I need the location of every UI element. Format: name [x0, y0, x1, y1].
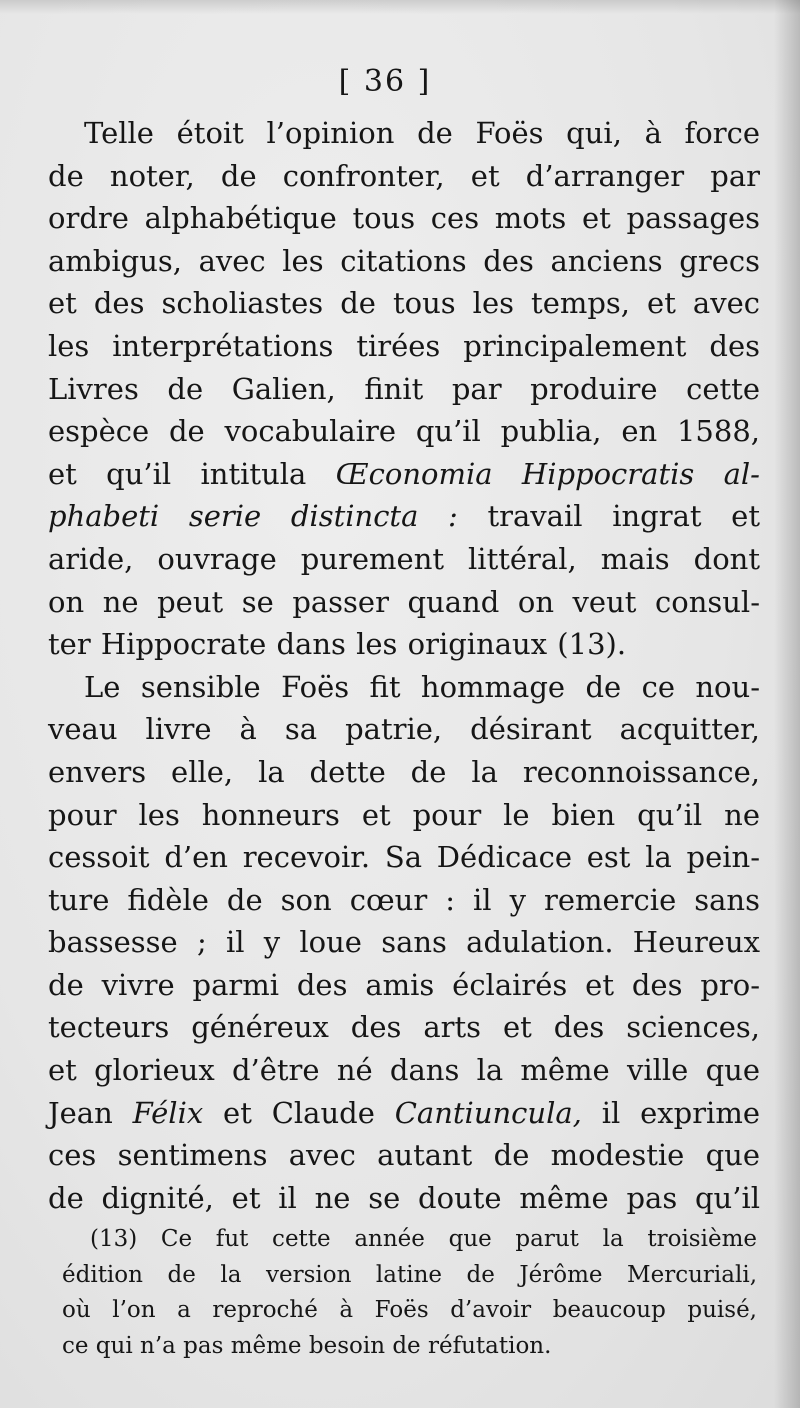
text-line: cessoit d’en recevoir. Sa Dédicace est la pein- [48, 840, 760, 875]
text-line: bassesse ; il y loue sans adulation. Heureux [48, 925, 760, 960]
text-run: et qu’il intitula [48, 456, 336, 491]
footnote-line: ce qui n’a pas même besoin de réfutation. [62, 1332, 552, 1359]
text-line: ordre alphabétique tous ces mots et passages [48, 201, 760, 236]
text-line [48, 495, 760, 538]
text-line: aride, ouvrage purement littéral, mais dont [48, 541, 760, 576]
text-line: tecteurs généreux des arts et des sciences, [48, 1010, 760, 1045]
text-line: de dignité, et il ne se doute même pas qu’il [48, 1180, 760, 1215]
text-run: et Claude [203, 1095, 395, 1130]
text-line: espèce de vocabulaire qu’il publia, en 1588, [48, 414, 760, 449]
text-line [48, 1092, 760, 1135]
text-line: pour les honneurs et pour le bien qu’il ne [48, 797, 760, 832]
text-line [48, 453, 760, 496]
text-line: ambigus, avec les citations des anciens grecs [48, 243, 760, 278]
page-top-shadow [0, 0, 800, 14]
footnote-line: où l’on a reproché à Foës d’avoir beaucoup puisé, [62, 1297, 757, 1323]
text-run: il exprime [581, 1095, 760, 1130]
text-line: les interprétations tirées principalement des [48, 328, 760, 363]
text-line: on ne peut se passer quand on veut consul- [48, 584, 760, 619]
text-line: ter Hippocrate dans les originaux (13). [48, 627, 627, 662]
text-run: travail ingrat et [457, 499, 761, 534]
text-line: et glorieux d’être né dans la même ville que [48, 1053, 760, 1088]
footnote-line: édition de la version latine de Jérôme Mercuriali, [62, 1261, 757, 1288]
text-line: ces sentimens avec autant de modestie que [48, 1138, 760, 1173]
text-line: et des scholiastes de tous les temps, et avec [48, 286, 760, 321]
text-line: de vivre parmi des amis éclairés et des pro- [48, 967, 760, 1002]
footnote-line: (13) Ce fut cette année que parut la troisième [90, 1226, 757, 1252]
italic-name: Cantiuncula, [394, 1095, 582, 1130]
text-line: envers elle, la dette de la reconnoissance, [48, 754, 760, 789]
text-run: Jean [48, 1095, 133, 1130]
text-line: Telle étoit l’opinion de Foës qui, à force [84, 116, 760, 150]
text-line: Livres de Galien, finit par produire cette [48, 371, 760, 406]
page-edge-shadow [774, 0, 800, 1408]
italic-title: Œconomia Hippocratis al- [335, 456, 760, 491]
italic-title: phabeti serie distincta : [48, 499, 458, 534]
footnote [62, 1222, 757, 1364]
italic-name: Félix [132, 1095, 204, 1130]
text-line: veau livre à sa patrie, désirant acquitter, [48, 712, 760, 747]
body-text [48, 112, 760, 1219]
text-line: Le sensible Foës fit hommage de ce nou- [84, 669, 760, 704]
text-line: de noter, de confronter, et d’arranger par [48, 158, 760, 193]
page-number: [ 36 ] [338, 64, 432, 99]
text-line: ture fidèle de son cœur : il y remercie sans [48, 882, 760, 917]
